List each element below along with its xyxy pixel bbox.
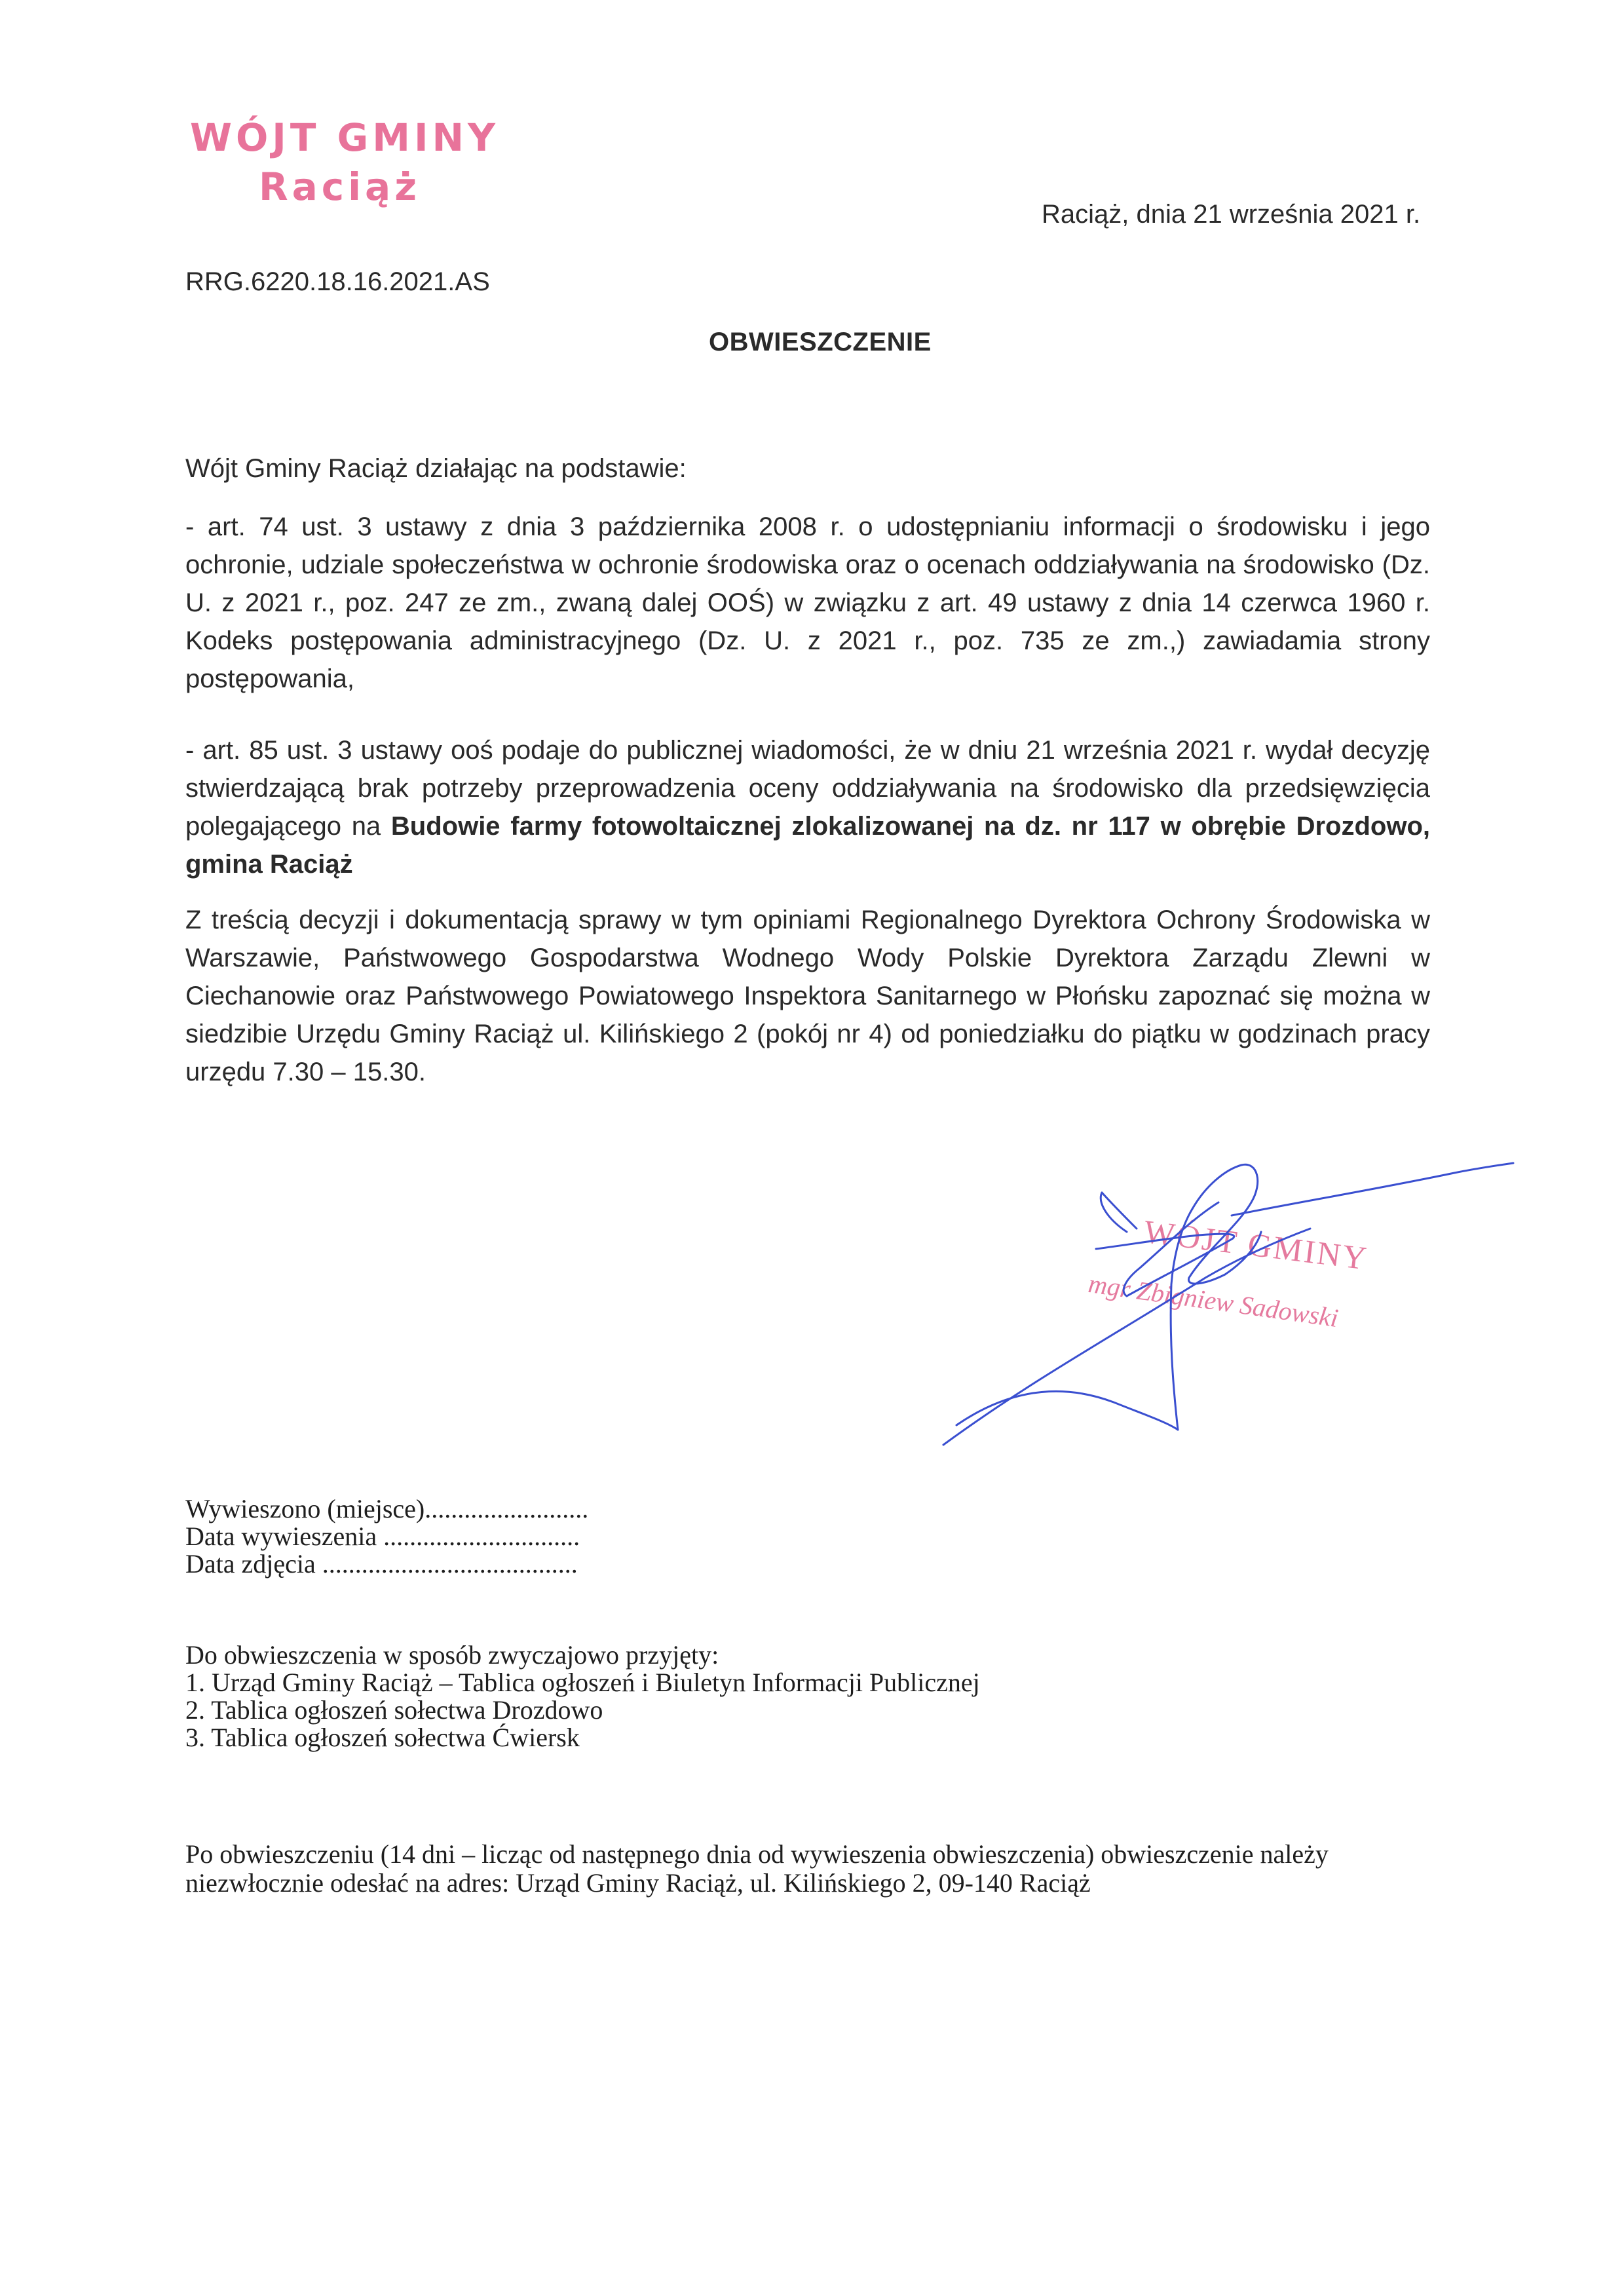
- distribution-item: 1. Urząd Gminy Raciąż – Tablica ogłoszeń i Biuletyn Informacji Publicznej: [185, 1668, 980, 1697]
- return-instructions: Po obwieszczeniu (14 dni – licząc od następnego dnia od wywieszenia obwieszczenia) obwieszczenie należy niezwłocznie odesłać na adres: Urząd Gminy Raciąż, ul. Kilińskiego 2, 09-140 Raciąż: [185, 1839, 1329, 1898]
- office-stamp: [190, 111, 499, 210]
- stamp-line-place: Raciąż: [259, 164, 421, 209]
- paragraph-legal-basis-2: [185, 731, 1430, 883]
- removal-date-field: Data zdjęcia .......................................: [185, 1549, 578, 1578]
- posting-date-field: Data wywieszenia ..............................: [185, 1521, 580, 1551]
- posting-info: [185, 1495, 588, 1578]
- paragraph-access-info: Z treścią decyzji i dokumentacją sprawy w tym opiniami Regionalnego Dyrektora Ochrony Środowiska w Warszawie, Państwowego Gospodarstwa Wodnego Wody Polskie Dyrektora Zarządu Zlewni w Ciechanowie oraz Państwowego Powiatowego Inspektora Sanitarnego w Płońsku zapoznać się można w siedzibie Urzędu Gminy Raciąż ul. Kilińskiego 2 (pokój nr 4) od poniedziałku do piątku w godzinach pracy urzędu 7.30 – 15.30.: [185, 906, 1430, 1086]
- paragraph-2-text: - art. 85 ust. 3 ustawy ooś podaje do publicznej wiadomości, że w dniu 21 września 2021 r. wydał decyzję stwierdzającą brak potrzeby przeprowadzenia oceny oddziaływania na środowisko dla przedsięwzięcia polegającego na: [185, 736, 1430, 841]
- distribution-heading: Do obwieszczenia w sposób zwyczajowo przyjęty:: [185, 1640, 719, 1670]
- document-title: OBWIESZCZENIE: [709, 328, 932, 356]
- signature-stamp-name: mgr Zbigniew Sadowski: [1086, 1268, 1340, 1333]
- signature-stamp-title: WÓJT GMINY: [1142, 1212, 1370, 1277]
- document-date: Raciąż, dnia 21 września 2021 r.: [1042, 200, 1421, 229]
- distribution-list: [185, 1641, 980, 1751]
- stamp-line-title: WÓJT GMINY: [190, 115, 500, 160]
- handwritten-signature-icon: [930, 1147, 1559, 1461]
- project-description: Budowie farmy fotowoltaicznej zlokalizowanej na dz. nr 117 w obrębie Drozdowo, gmina Raciąż: [185, 812, 1430, 879]
- reference-number: RRG.6220.18.16.2021.AS: [185, 267, 490, 296]
- distribution-item: 3. Tablica ogłoszeń sołectwa Ćwiersk: [185, 1723, 580, 1752]
- paragraph-legal-basis-1: - art. 74 ust. 3 ustawy z dnia 3 października 2008 r. o udostępnianiu informacji o środowisku i jego ochronie, udziale społeczeństwa w ochronie środowiska oraz o ocenach oddziaływania na środowisko (Dz. U. z 2021 r., poz. 247 ze zm., zwaną dalej OOŚ) w związku z art. 49 ustawy z dnia 14 czerwca 1960 r. Kodeks postępowania administracyjnego (Dz. U. z 2021 r., poz. 735 ze zm.,) zawiadamia strony postępowania,: [185, 512, 1430, 693]
- signature-block: [930, 1147, 1559, 1461]
- posting-place-field: Wywieszono (miejsce).........................: [185, 1494, 589, 1523]
- distribution-item: 2. Tablica ogłoszeń sołectwa Drozdowo: [185, 1695, 603, 1725]
- intro-line: Wójt Gminy Raciąż działając na podstawie:: [185, 454, 687, 483]
